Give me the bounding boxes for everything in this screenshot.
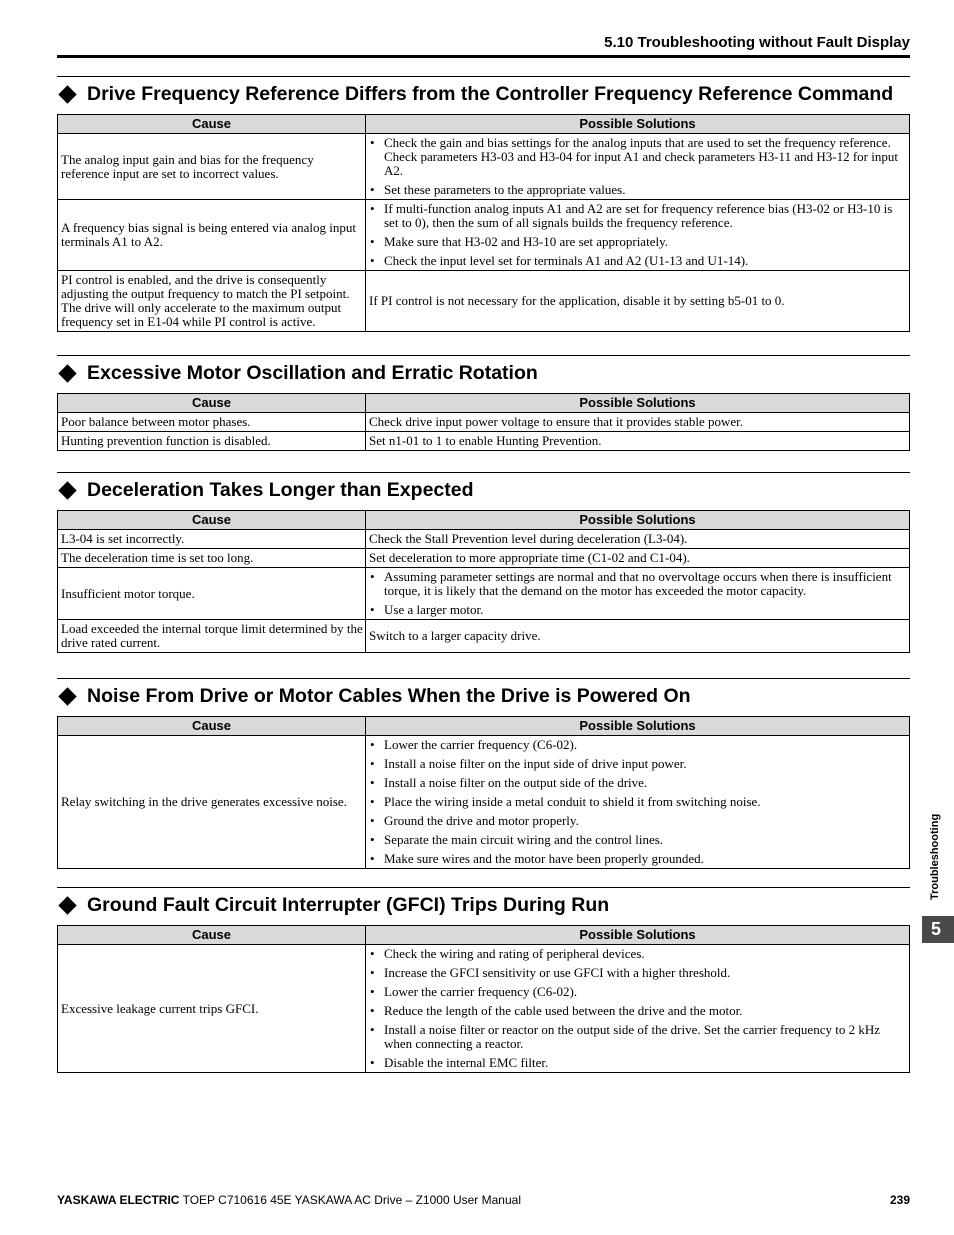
- cause-cell: Poor balance between motor phases.: [58, 413, 366, 432]
- solution-item: • Ground the drive and motor properly.: [369, 814, 907, 828]
- solution-item: • Place the wiring inside a metal conduit to shield it from switching noise.: [369, 795, 907, 809]
- table-row: [58, 549, 910, 568]
- solutions-cell: Set deceleration to more appropriate time (C1-02 and C1-04).: [366, 549, 910, 568]
- chapter-number: 5: [930, 919, 941, 939]
- cause-cell: The analog input gain and bias for the frequency reference input are set to incorrect values.: [58, 134, 366, 200]
- section-frequency-reference: [57, 76, 910, 332]
- cause-cell: Hunting prevention function is disabled.: [58, 432, 366, 451]
- solutions-cell: Check the Stall Prevention level during deceleration (L3-04).: [366, 530, 910, 549]
- troubleshooting-table: [57, 393, 910, 451]
- section-cable-noise: [57, 678, 910, 869]
- solutions-header: Possible Solutions: [366, 511, 910, 530]
- section-motor-oscillation: [57, 355, 910, 451]
- solution-item: • Install a noise filter or reactor on the output side of the drive. Set the carrier frequency to 2 kHz when connecting a reactor.: [369, 1023, 907, 1051]
- footer-doc-info: [57, 1193, 521, 1207]
- solution-item: • Assuming parameter settings are normal and that no overvoltage occurs when there is insufficient torque, it is likely that the demand on the motor has exceeded the motor capacity.: [369, 570, 907, 598]
- solution-item: • Lower the carrier frequency (C6-02).: [369, 738, 907, 752]
- troubleshooting-table: [57, 716, 910, 869]
- footer-brand: YASKAWA ELECTRIC: [57, 1193, 180, 1207]
- table-row: [58, 945, 910, 1073]
- solution-item: • Disable the internal EMC filter.: [369, 1056, 907, 1070]
- section-title: Deceleration Takes Longer than Expected: [57, 472, 910, 504]
- cause-header: Cause: [58, 717, 366, 736]
- table-row: [58, 200, 910, 271]
- table-row: [58, 530, 910, 549]
- solutions-cell: [366, 200, 910, 271]
- solutions-header: Possible Solutions: [366, 115, 910, 134]
- section-heading: 5.10 Troubleshooting without Fault Display: [604, 34, 910, 51]
- solution-item: • Install a noise filter on the output side of the drive.: [369, 776, 907, 790]
- table-row: [58, 134, 910, 200]
- cause-cell: Load exceeded the internal torque limit determined by the drive rated current.: [58, 620, 366, 653]
- footer-doc: TOEP C710616 45E YASKAWA AC Drive – Z1000 User Manual: [182, 1193, 521, 1207]
- table-header-row: [58, 115, 910, 134]
- solution-item: • Make sure that H3-02 and H3-10 are set appropriately.: [369, 235, 907, 249]
- chapter-side-label: Troubleshooting: [929, 813, 941, 900]
- cause-cell: The deceleration time is set too long.: [58, 549, 366, 568]
- diamond-icon: [58, 85, 76, 103]
- table-row: [58, 568, 910, 620]
- cause-cell: Insufficient motor torque.: [58, 568, 366, 620]
- solution-item: • Make sure wires and the motor have been properly grounded.: [369, 852, 907, 866]
- table-header-row: [58, 717, 910, 736]
- section-title: Excessive Motor Oscillation and Erratic Rotation: [57, 355, 910, 387]
- troubleshooting-table: [57, 114, 910, 332]
- table-row: [58, 736, 910, 869]
- solution-item: • If multi-function analog inputs A1 and A2 are set for frequency reference bias (H3-02 or H3-10 is set to 0), then the sum of all signals builds the frequency reference.: [369, 202, 907, 230]
- solution-item: • Check the wiring and rating of peripheral devices.: [369, 947, 907, 961]
- solutions-cell: Check drive input power voltage to ensure that it provides stable power.: [366, 413, 910, 432]
- solution-item: • Lower the carrier frequency (C6-02).: [369, 985, 907, 999]
- table-row: [58, 413, 910, 432]
- solution-item: • Check the gain and bias settings for the analog inputs that are used to set the frequency reference. Check parameters H3-03 and H3-04 for input A1 and check parameters H3-11 and H3-12 for input A2.: [369, 136, 907, 178]
- page-footer: [57, 1193, 910, 1207]
- cause-header: Cause: [58, 115, 366, 134]
- solutions-cell: [366, 568, 910, 620]
- cause-cell: PI control is enabled, and the drive is consequently adjusting the output frequency to match the PI setpoint. The drive will only accelerate to the maximum output frequency set in E1-04 while PI control is active.: [58, 271, 366, 332]
- solution-item: • Separate the main circuit wiring and the control lines.: [369, 833, 907, 847]
- cause-header: Cause: [58, 926, 366, 945]
- section-title: Noise From Drive or Motor Cables When the Drive is Powered On: [57, 678, 910, 710]
- table-row: [58, 432, 910, 451]
- diamond-icon: [58, 687, 76, 705]
- troubleshooting-table: [57, 510, 910, 653]
- solutions-header: Possible Solutions: [366, 394, 910, 413]
- table-header-row: [58, 511, 910, 530]
- diamond-icon: [58, 481, 76, 499]
- page-header: [57, 33, 910, 58]
- section-deceleration: [57, 472, 910, 653]
- cause-cell: Excessive leakage current trips GFCI.: [58, 945, 366, 1073]
- section-title: Ground Fault Circuit Interrupter (GFCI) Trips During Run: [57, 887, 910, 919]
- solution-item: • Increase the GFCI sensitivity or use GFCI with a higher threshold.: [369, 966, 907, 980]
- solution-item: • Set these parameters to the appropriate values.: [369, 183, 907, 197]
- solutions-cell: Switch to a larger capacity drive.: [366, 620, 910, 653]
- solution-item: • Install a noise filter on the input side of drive input power.: [369, 757, 907, 771]
- cause-cell: Relay switching in the drive generates excessive noise.: [58, 736, 366, 869]
- table-header-row: [58, 394, 910, 413]
- table-row: [58, 271, 910, 332]
- solution-item: • Reduce the length of the cable used between the drive and the motor.: [369, 1004, 907, 1018]
- solutions-cell: [366, 134, 910, 200]
- solutions-header: Possible Solutions: [366, 926, 910, 945]
- solution-item: • Check the input level set for terminals A1 and A2 (U1-13 and U1-14).: [369, 254, 907, 268]
- solutions-cell: [366, 945, 910, 1073]
- diamond-icon: [58, 896, 76, 914]
- diamond-icon: [58, 364, 76, 382]
- table-row: [58, 620, 910, 653]
- cause-header: Cause: [58, 394, 366, 413]
- solutions-cell: [366, 736, 910, 869]
- section-gfci-trips: [57, 887, 910, 1073]
- chapter-tab: [922, 916, 954, 943]
- solutions-header: Possible Solutions: [366, 717, 910, 736]
- solutions-cell: Set n1-01 to 1 to enable Hunting Prevention.: [366, 432, 910, 451]
- cause-cell: L3-04 is set incorrectly.: [58, 530, 366, 549]
- cause-cell: A frequency bias signal is being entered via analog input terminals A1 to A2.: [58, 200, 366, 271]
- page-number: 239: [889, 1193, 910, 1207]
- solution-item: • Use a larger motor.: [369, 603, 907, 617]
- troubleshooting-table: [57, 925, 910, 1073]
- solutions-cell: If PI control is not necessary for the application, disable it by setting b5-01 to 0.: [366, 271, 910, 332]
- table-header-row: [58, 926, 910, 945]
- section-title: Drive Frequency Reference Differs from the Controller Frequency Reference Command: [57, 76, 910, 108]
- cause-header: Cause: [58, 511, 366, 530]
